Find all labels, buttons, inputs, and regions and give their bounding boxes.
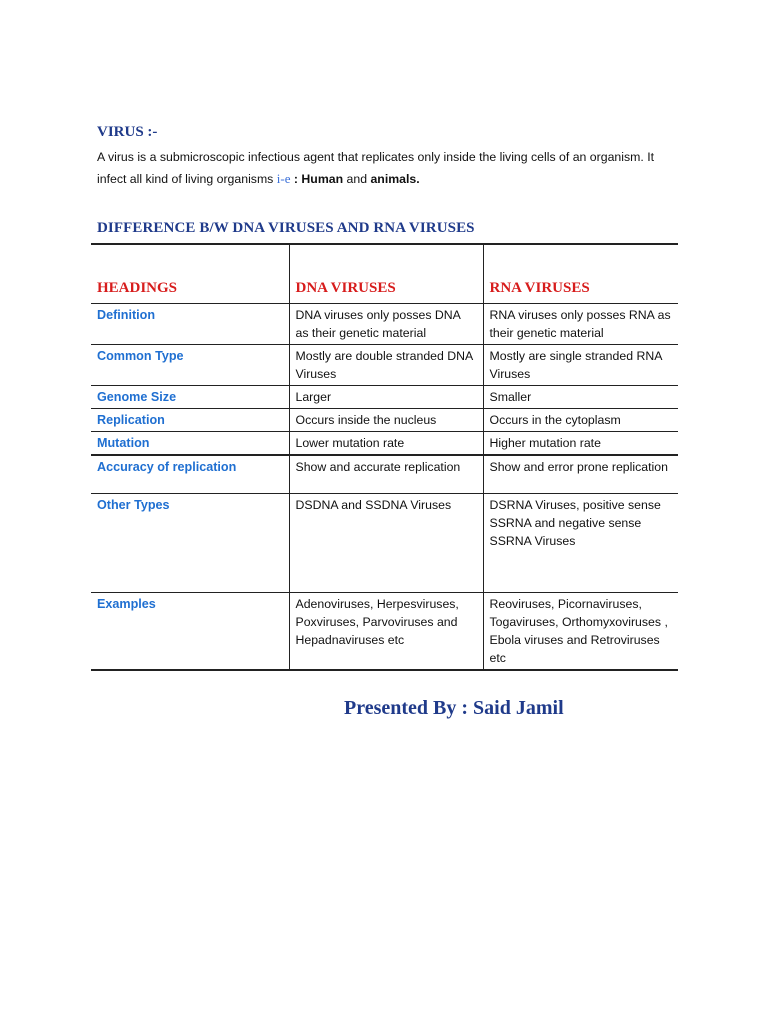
- rna-cell: DSRNA Viruses, positive sense SSRNA and negative sense SSRNA Viruses: [483, 493, 678, 592]
- table-row: [91, 592, 678, 670]
- table-row: [91, 455, 678, 493]
- row-heading: Mutation: [91, 432, 289, 456]
- rna-cell: Higher mutation rate: [483, 432, 678, 456]
- header-dna-viruses: DNA VIRUSES: [289, 244, 483, 304]
- dna-cell: DNA viruses only posses DNA as their genetic material: [289, 304, 483, 345]
- ie-label: i-e: [276, 171, 291, 186]
- table-header-row: [91, 244, 678, 304]
- row-heading: Definition: [91, 304, 289, 345]
- dna-cell: Adenoviruses, Herpesviruses, Poxviruses, Parvoviruses and Hepadnaviruses etc: [289, 592, 483, 670]
- virus-heading: VIRUS :-: [97, 124, 158, 140]
- dna-cell: Occurs inside the nucleus: [289, 409, 483, 432]
- colon-text: :: [290, 172, 302, 186]
- row-heading: Genome Size: [91, 386, 289, 409]
- rna-cell: RNA viruses only posses RNA as their genetic material: [483, 304, 678, 345]
- row-heading: Examples: [91, 592, 289, 670]
- row-heading: Accuracy of replication: [91, 455, 289, 493]
- table-row: [91, 386, 678, 409]
- human-text: Human: [301, 172, 344, 186]
- rna-cell: Mostly are single stranded RNA Viruses: [483, 345, 678, 386]
- table-row: [91, 345, 678, 386]
- animals-text: animals.: [370, 172, 420, 186]
- dna-cell: Lower mutation rate: [289, 432, 483, 456]
- dna-cell: Larger: [289, 386, 483, 409]
- header-rna-viruses: RNA VIRUSES: [483, 244, 678, 304]
- rna-cell: Reoviruses, Picornaviruses, Togaviruses, Orthomyxoviruses , Ebola viruses and Retroviruses etc: [483, 592, 678, 670]
- rna-cell: Show and error prone replication: [483, 455, 678, 493]
- row-heading: Other Types: [91, 493, 289, 592]
- virus-definition-paragraph: [97, 146, 657, 190]
- dna-cell: Mostly are double stranded DNA Viruses: [289, 345, 483, 386]
- header-headings: HEADINGS: [91, 244, 289, 304]
- row-heading: Common Type: [91, 345, 289, 386]
- rna-cell: Smaller: [483, 386, 678, 409]
- table-row: [91, 304, 678, 345]
- rna-cell: Occurs in the cytoplasm: [483, 409, 678, 432]
- difference-heading: DIFFERENCE B/W DNA VIRUSES AND RNA VIRUSES: [97, 220, 475, 236]
- row-heading: Replication: [91, 409, 289, 432]
- table-row: [91, 493, 678, 592]
- comparison-table: [91, 243, 678, 671]
- table-row: [91, 432, 678, 456]
- table-row: [91, 409, 678, 432]
- presented-by: Presented By : Said Jamil: [344, 697, 564, 719]
- virus-definition-text: A virus is a submicroscopic infectious agent that replicates only inside the living cells of an organism. It infect all kind of living organisms: [97, 150, 655, 186]
- dna-cell: DSDNA and SSDNA Viruses: [289, 493, 483, 592]
- and-text: and: [343, 172, 371, 186]
- dna-cell: Show and accurate replication: [289, 455, 483, 493]
